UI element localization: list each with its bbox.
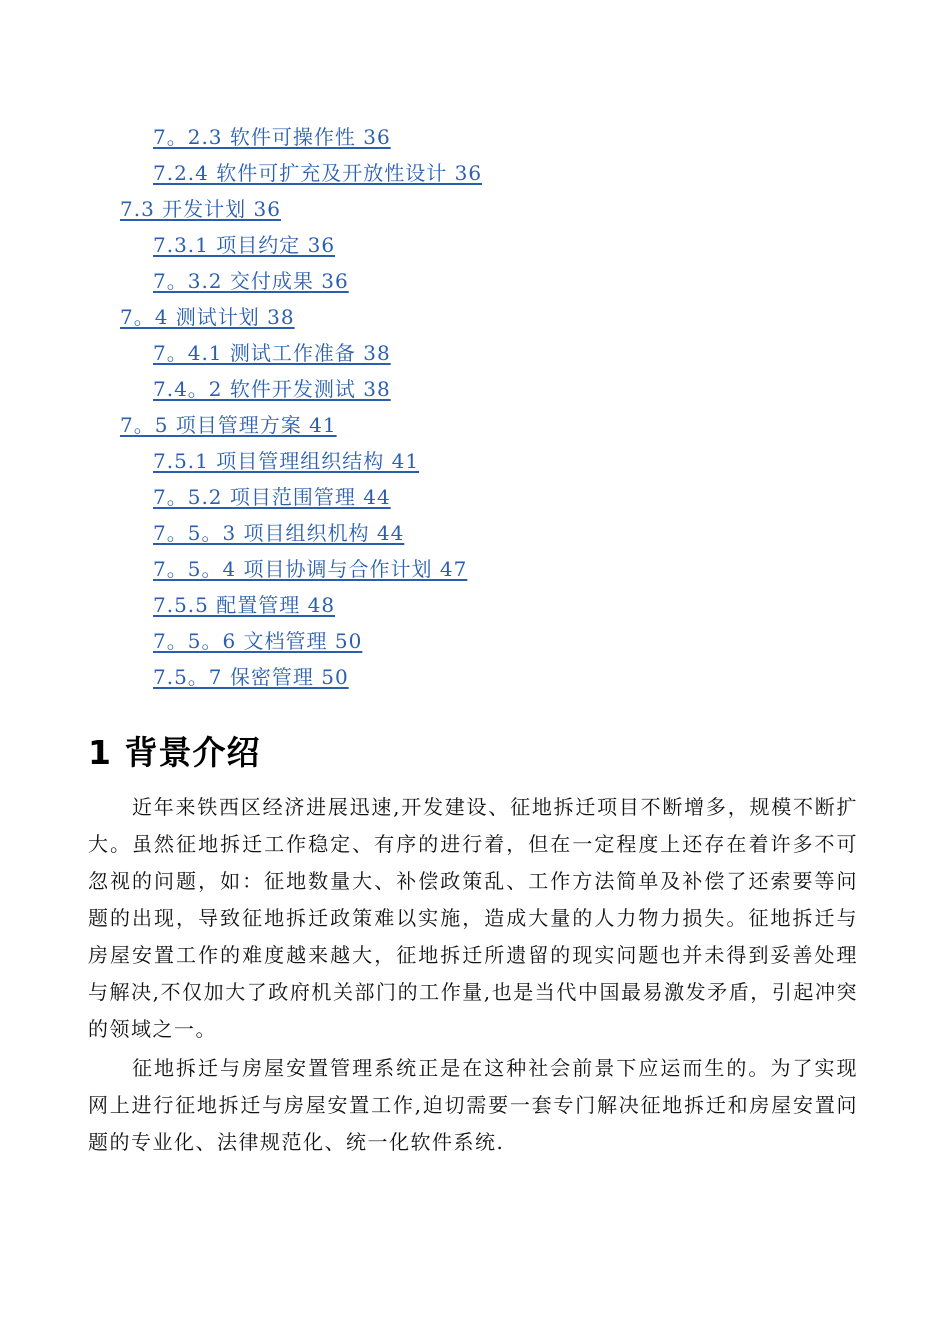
table-of-contents: [0, 119, 950, 695]
toc-link[interactable]: 7.2.4 软件可扩充及开放性设计 36: [153, 161, 483, 185]
toc-entry-7-5-6[interactable]: [0, 623, 950, 659]
toc-link[interactable]: 7。4.1 测试工作准备 38: [153, 341, 391, 365]
toc-entry-7-2-3[interactable]: [0, 119, 950, 155]
toc-entry-7-5-7[interactable]: [0, 659, 950, 695]
toc-entry-7-3-2[interactable]: [0, 263, 950, 299]
toc-entry-7-5[interactable]: [0, 407, 950, 443]
body-paragraph-1: 近年来铁西区经济进展迅速,开发建设、征地拆迁项目不断增多，规模不断扩大。虽然征地拆迁工作稳定、有序的进行着，但在一定程度上还存在着许多不可忽视的问题，如：征地数量大、补偿政策乱、工作方法简单及补偿了还索要等问题的出现，导致征地拆迁政策难以实施，造成大量的人力物力损失。征地拆迁与房屋安置工作的难度越来越大，征地拆迁所遗留的现实问题也并未得到妥善处理与解决,不仅加大了政府机关部门的工作量,也是当代中国最易激发矛盾，引起冲突的领域之一。: [88, 795, 858, 1041]
toc-entry-7-5-4[interactable]: [0, 551, 950, 587]
toc-link[interactable]: 7.5.5 配置管理 48: [153, 593, 336, 617]
toc-link[interactable]: 7。5.2 项目范围管理 44: [153, 485, 391, 509]
body-paragraph-2: 征地拆迁与房屋安置管理系统正是在这种社会前景下应运而生的。为了实现网上进行征地拆迁与房屋安置工作,迫切需要一套专门解决征地拆迁和房屋安置问题的专业化、法律规范化、统一化软件系统.: [88, 1056, 858, 1154]
toc-link[interactable]: 7。4 测试计划 38: [120, 305, 295, 329]
toc-link[interactable]: 7。2.3 软件可操作性 36: [153, 125, 391, 149]
toc-entry-7-5-2[interactable]: [0, 479, 950, 515]
toc-link[interactable]: 7.4。2 软件开发测试 38: [153, 377, 391, 401]
toc-entry-7-4-2[interactable]: [0, 371, 950, 407]
toc-entry-7-4-1[interactable]: [0, 335, 950, 371]
toc-link[interactable]: 7.3 开发计划 36: [120, 197, 281, 221]
toc-entry-7-5-3[interactable]: [0, 515, 950, 551]
toc-link[interactable]: 7.5。7 保密管理 50: [153, 665, 349, 689]
toc-entry-7-5-1[interactable]: [0, 443, 950, 479]
toc-entry-7-2-4[interactable]: [0, 155, 950, 191]
toc-link[interactable]: 7.3.1 项目约定 36: [153, 233, 336, 257]
toc-link[interactable]: 7。3.2 交付成果 36: [153, 269, 349, 293]
toc-entry-7-3-1[interactable]: [0, 227, 950, 263]
toc-entry-7-5-5[interactable]: [0, 587, 950, 623]
toc-link[interactable]: 7。5。3 项目组织机构 44: [153, 521, 405, 545]
toc-entry-7-3[interactable]: [0, 191, 950, 227]
toc-link[interactable]: 7。5 项目管理方案 41: [120, 413, 337, 437]
toc-entry-7-4[interactable]: [0, 299, 950, 335]
section-heading: 1 背景介绍: [88, 733, 261, 772]
toc-link[interactable]: 7。5。4 项目协调与合作计划 47: [153, 557, 468, 581]
toc-link[interactable]: 7。5。6 文档管理 50: [153, 629, 363, 653]
toc-link[interactable]: 7.5.1 项目管理组织结构 41: [153, 449, 420, 473]
